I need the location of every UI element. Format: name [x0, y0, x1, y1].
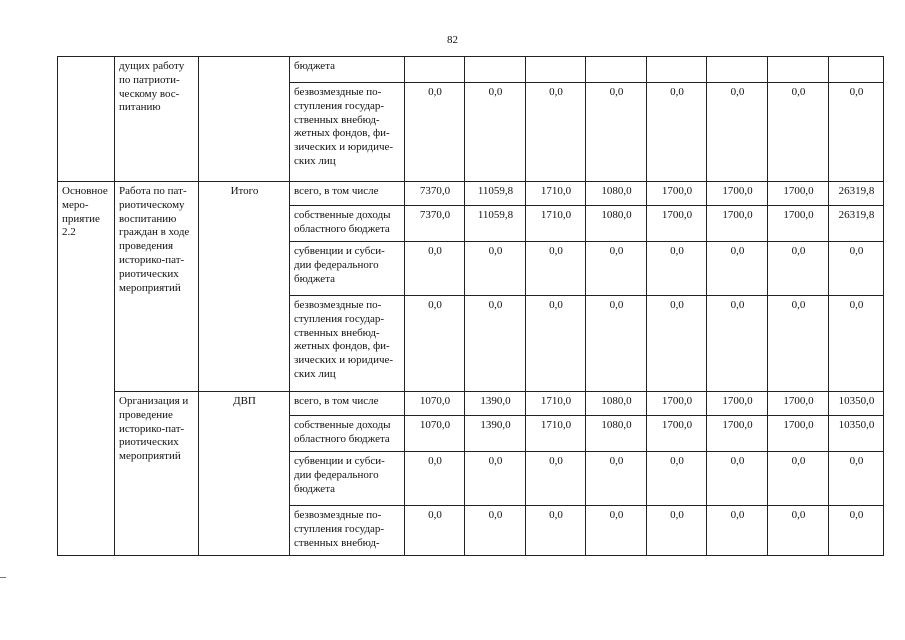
value-cell: 1710,0 [526, 392, 586, 416]
value-cell [768, 57, 829, 83]
funding-source-cell: безвозмездные по-ступления государ-ственных внебюд- [290, 506, 405, 556]
value-cell: 1080,0 [586, 182, 647, 206]
funding-source-cell: бюджета [290, 57, 405, 83]
value-cell: 1700,0 [768, 392, 829, 416]
value-cell: 1700,0 [707, 392, 768, 416]
value-cell: 1390,0 [465, 416, 526, 452]
value-cell: 0,0 [405, 242, 465, 296]
value-cell: 1390,0 [465, 392, 526, 416]
funding-source-cell: собственные доходы областного бюджета [290, 416, 405, 452]
value-cell: 0,0 [829, 242, 884, 296]
value-cell: 0,0 [465, 296, 526, 392]
value-cell: 0,0 [465, 506, 526, 556]
event-code-cell: Основное меро-приятие 2.2 [58, 182, 115, 556]
value-cell: 7370,0 [405, 206, 465, 242]
value-cell: 0,0 [526, 506, 586, 556]
event-name-cell: Организация и проведение историко-пат-риотических мероприятий [115, 392, 199, 556]
value-cell [829, 57, 884, 83]
value-cell: 0,0 [405, 452, 465, 506]
funding-source-cell: всего, в том числе [290, 182, 405, 206]
value-cell: 1710,0 [526, 416, 586, 452]
page-number: 82 [447, 34, 458, 46]
executor-cell: Итого [199, 182, 290, 392]
value-cell: 0,0 [829, 452, 884, 506]
value-cell: 0,0 [526, 452, 586, 506]
value-cell: 0,0 [405, 506, 465, 556]
value-cell: 0,0 [829, 296, 884, 392]
value-cell: 7370,0 [405, 182, 465, 206]
funding-source-cell: безвозмездные по-ступления государ-ственных внебюд-жетных фондов, фи-зических и юридиче-ских лиц [290, 83, 405, 182]
value-cell [465, 57, 526, 83]
value-cell: 10350,0 [829, 416, 884, 452]
event-name-cell: Работа по пат-риотическому воспитанию граждан в ходе проведения историко-пат-риотических мероприятий [115, 182, 199, 392]
value-cell: 0,0 [768, 242, 829, 296]
value-cell: 1080,0 [586, 206, 647, 242]
table-row [58, 182, 884, 206]
budget-table [57, 56, 884, 556]
value-cell: 26319,8 [829, 182, 884, 206]
value-cell: 0,0 [707, 83, 768, 182]
value-cell: 1080,0 [586, 392, 647, 416]
value-cell: 1700,0 [647, 206, 707, 242]
value-cell [586, 57, 647, 83]
event-name-cell: дущих работу по патриоти-ческому вос-питанию [115, 57, 199, 182]
funding-source-cell: безвозмездные по-ступления государ-ственных внебюд-жетных фондов, фи-зических и юридиче-ских лиц [290, 296, 405, 392]
value-cell: 1700,0 [768, 206, 829, 242]
value-cell: 11059,8 [465, 206, 526, 242]
executor-cell [199, 57, 290, 182]
value-cell: 0,0 [647, 506, 707, 556]
value-cell: 0,0 [526, 83, 586, 182]
value-cell: 0,0 [768, 296, 829, 392]
funding-source-cell: всего, в том числе [290, 392, 405, 416]
value-cell: 11059,8 [465, 182, 526, 206]
value-cell: 1700,0 [707, 182, 768, 206]
value-cell: 0,0 [768, 83, 829, 182]
value-cell [526, 57, 586, 83]
value-cell: 1700,0 [768, 182, 829, 206]
value-cell: 0,0 [707, 242, 768, 296]
funding-source-cell: субвенции и субси-дии федерального бюджета [290, 242, 405, 296]
value-cell: 10350,0 [829, 392, 884, 416]
value-cell: 1700,0 [647, 416, 707, 452]
value-cell [647, 57, 707, 83]
value-cell: 0,0 [586, 83, 647, 182]
value-cell: 0,0 [647, 242, 707, 296]
value-cell: 1700,0 [707, 206, 768, 242]
value-cell [707, 57, 768, 83]
value-cell [405, 57, 465, 83]
funding-source-cell: субвенции и субси-дии федерального бюджета [290, 452, 405, 506]
value-cell: 1700,0 [707, 416, 768, 452]
value-cell: 0,0 [647, 83, 707, 182]
value-cell: 0,0 [405, 83, 465, 182]
value-cell: 1700,0 [647, 392, 707, 416]
value-cell: 1070,0 [405, 416, 465, 452]
value-cell: 0,0 [405, 296, 465, 392]
value-cell: 0,0 [768, 452, 829, 506]
value-cell: 1700,0 [647, 182, 707, 206]
value-cell: 1710,0 [526, 206, 586, 242]
scan-artifact [0, 577, 6, 578]
value-cell: 0,0 [465, 452, 526, 506]
value-cell: 1700,0 [768, 416, 829, 452]
value-cell: 0,0 [768, 506, 829, 556]
value-cell: 0,0 [526, 296, 586, 392]
value-cell: 0,0 [586, 452, 647, 506]
value-cell: 26319,8 [829, 206, 884, 242]
value-cell: 1070,0 [405, 392, 465, 416]
funding-source-cell: собственные доходы областного бюджета [290, 206, 405, 242]
value-cell: 0,0 [465, 83, 526, 182]
value-cell: 0,0 [586, 296, 647, 392]
value-cell: 0,0 [647, 296, 707, 392]
value-cell: 0,0 [829, 506, 884, 556]
value-cell: 0,0 [586, 506, 647, 556]
value-cell: 0,0 [707, 452, 768, 506]
value-cell: 1710,0 [526, 182, 586, 206]
value-cell: 0,0 [829, 83, 884, 182]
event-code-cell [58, 57, 115, 182]
table-row [58, 57, 884, 83]
table-row [58, 392, 884, 416]
value-cell: 0,0 [707, 296, 768, 392]
value-cell: 0,0 [707, 506, 768, 556]
value-cell: 0,0 [526, 242, 586, 296]
value-cell: 0,0 [586, 242, 647, 296]
value-cell: 1080,0 [586, 416, 647, 452]
executor-cell: ДВП [199, 392, 290, 556]
value-cell: 0,0 [647, 452, 707, 506]
value-cell: 0,0 [465, 242, 526, 296]
